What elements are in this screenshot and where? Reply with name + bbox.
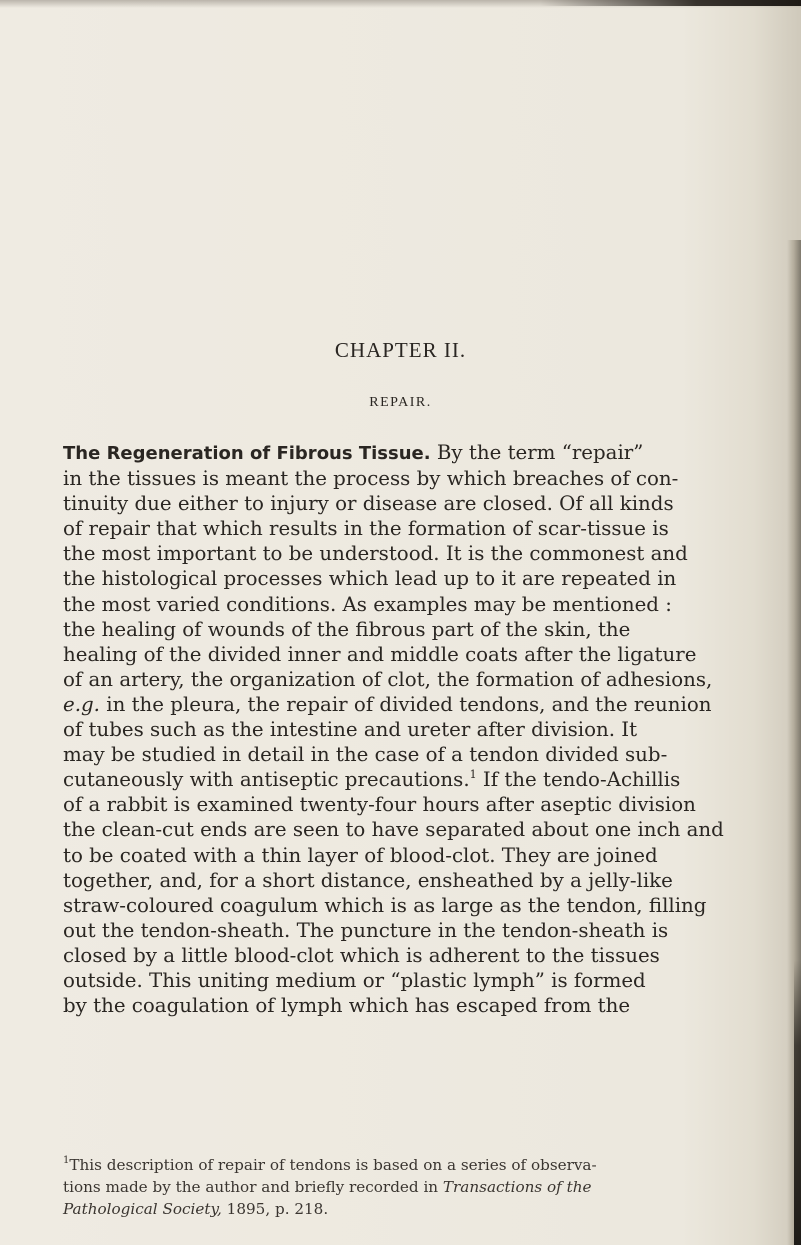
text-line: to be coated with a thin layer of blood-clot. They are joined (63, 843, 658, 867)
text-line: e.g. in the pleura, the repair of divided tendons, and the reunion (63, 692, 712, 716)
footnote-line: $^1$This description of repair of tendons is based on a series of observa- (63, 1154, 597, 1174)
text-line: healing of the divided inner and middle coats after the ligature (63, 642, 697, 666)
page-right-edge-dark (794, 960, 801, 1245)
text-line: by the coagulation of lymph which has escaped from the (63, 994, 631, 1018)
footnote-line: tions made by the author and briefly recorded in Transactions of the (63, 1178, 592, 1196)
footnote-mark: 1 (63, 1154, 70, 1166)
text-line: of a rabbit is examined twenty-four hours after aseptic division (63, 793, 696, 817)
text-line: the most important to be understood. It is the commonest and (63, 542, 688, 566)
text-line: straw-coloured coagulum which is as large as the tendon, filling (63, 893, 707, 917)
body-paragraph (63, 440, 739, 1018)
eg-abbrev: e.g. (63, 692, 100, 716)
text-line: cutaneously with antiseptic precautions.$^1$ If the tendo-Achillis (63, 767, 681, 792)
text-line: closed by a little blood-clot which is adherent to the tissues (63, 943, 660, 967)
text-line: tinuity due either to injury or disease are closed. Of all kinds (63, 492, 674, 516)
text-line: together, and, for a short distance, ensheathed by a jelly-like (63, 868, 673, 892)
text-line: out the tendon-sheath. The puncture in the tendon-sheath is (63, 918, 669, 942)
chapter-title: CHAPTER II. (334, 338, 467, 362)
text-line: in the tissues is meant the process by which breaches of con- (63, 467, 679, 491)
text-line: of tubes such as the intestine and ureter after division. It (63, 718, 638, 742)
binding-edge (540, 0, 801, 6)
text-line: of an artery, the organization of clot, the formation of adhesions, (63, 667, 713, 691)
journal-title: Transactions of the (442, 1178, 592, 1196)
footnote (63, 1154, 739, 1220)
section-title: REPAIR. (369, 395, 432, 410)
text-line: the histological processes which lead up to it are repeated in (63, 567, 677, 591)
text-line: the healing of wounds of the fibrous part of the skin, the (63, 617, 631, 641)
footnote-line: Pathological Society, 1895, p. 218. (63, 1200, 329, 1218)
text-line: the clean-cut ends are seen to have separated about one inch and (63, 818, 724, 842)
text-line: outside. This uniting medium or “plastic lymph” is formed (63, 968, 646, 992)
journal-title: Pathological Society, (63, 1200, 222, 1218)
footnote-reference[interactable]: 1 (469, 767, 477, 781)
paragraph-heading: The Regeneration of Fibrous Tissue. (63, 443, 431, 464)
text-line: may be studied in detail in the case of a tendon divided sub- (63, 743, 668, 767)
text-line: the most varied conditions. As examples may be mentioned : (63, 592, 672, 616)
text-line: The Regeneration of Fibrous Tissue. By the term “repair” (63, 441, 644, 464)
text-line: of repair that which results in the formation of scar-tissue is (63, 517, 669, 541)
